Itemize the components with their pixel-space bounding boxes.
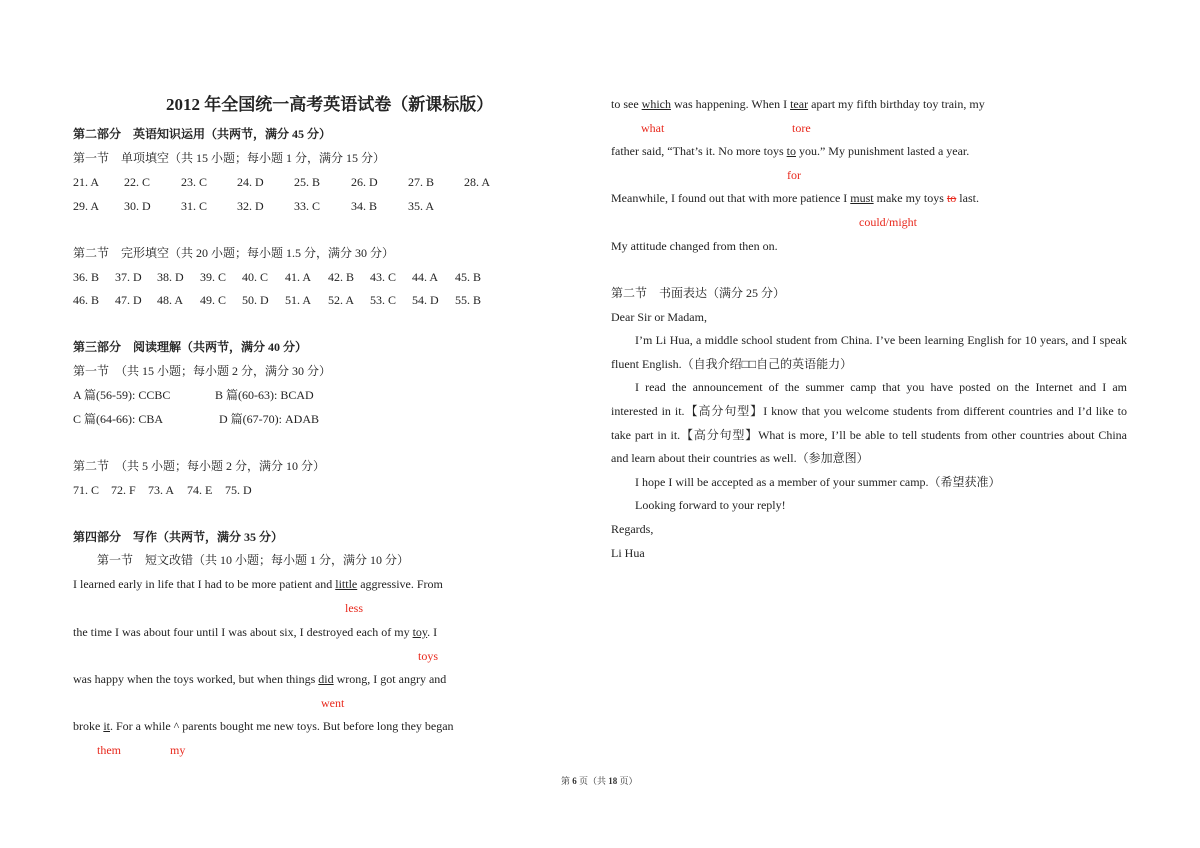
correction-line-8: My attitude changed from then on. [611, 239, 778, 253]
error-word: little [335, 577, 358, 591]
correction-line-7 [611, 191, 979, 205]
correction-line-4 [73, 719, 454, 733]
reading-d-answers: D 篇(67-70): ADAB [219, 412, 319, 426]
answer-38: 38. D [157, 270, 184, 284]
page-title: 2012 年全国统一高考英语试卷（新课标版） [166, 95, 494, 114]
text-run: the time I was about four until I was about six, I destroyed each of my [73, 625, 413, 639]
reading-b-answers: B 篇(60-63): BCAD [215, 388, 314, 402]
answer-49: 49. C [200, 293, 227, 307]
answer-75: 75. D [225, 483, 252, 497]
correction-fix-3: went [321, 696, 345, 710]
correction-fix-5b: tore [792, 121, 811, 135]
answer-25: 25. B [294, 175, 321, 189]
answer-48: 48. A [157, 293, 184, 307]
letter-paragraph-3: I hope I will be accepted as a member of your summer camp.（希望获准） [635, 475, 1001, 489]
answer-37: 37. D [115, 270, 142, 284]
letter-signature: Li Hua [611, 546, 645, 560]
text-run: to see [611, 97, 642, 111]
text-run: wrong, I got angry and [333, 672, 447, 686]
answer-33: 33. C [294, 199, 321, 213]
answer-26: 26. D [351, 175, 378, 189]
part3-heading: 第三部分 阅读理解（共两节，满分 40 分） [73, 340, 308, 354]
correction-fix-2: toys [418, 649, 439, 663]
struck-word: to [946, 191, 957, 205]
letter-paragraph-2-line1: I read the announcement of the summer camp that you have posted on the Internet and I am [635, 380, 1127, 394]
answer-35: 35. A [408, 199, 435, 213]
correction-fix-6: for [787, 168, 801, 182]
answer-54: 54. D [412, 293, 439, 307]
error-word: which [641, 97, 671, 111]
error-word: toy [412, 625, 428, 639]
correction-line-1 [73, 577, 443, 591]
correction-line-2 [73, 625, 437, 639]
answer-27: 27. B [408, 175, 435, 189]
letter-paragraph-2-line3: take part in it.【高分句型】What is more, I’ll be able to tell students from other countries about China [611, 428, 1127, 442]
part3-section2-heading: 第二节 （共 5 小题；每小题 2 分，满分 10 分） [73, 459, 326, 473]
error-word: to [786, 144, 796, 158]
answer-30: 30. D [124, 199, 151, 213]
text-run: father said, “That’s it. No more toys [611, 144, 787, 158]
letter-paragraph-2-line4: and learn about their countries as well.（参加意图） [611, 451, 869, 465]
part4-section1-heading: 第一节 短文改错（共 10 小题；每小题 1 分，满分 10 分） [97, 553, 410, 567]
answer-47: 47. D [115, 293, 142, 307]
page-footer [561, 774, 638, 788]
footer-text: 页） [617, 776, 638, 786]
text-run: apart my fifth birthday toy train, my [808, 97, 985, 111]
letter-paragraph-1-cont: fluent English.（自我介绍□□自己的英语能力） [611, 357, 853, 371]
letter-paragraph-2-line2: interested in it.【高分句型】I know that you welcome students from different countries and I’d like to [611, 404, 1127, 418]
answer-22: 22. C [124, 175, 151, 189]
section1-heading: 第一节 单项填空（共 15 小题；每小题 1 分，满分 15 分） [73, 151, 386, 165]
answer-34: 34. B [351, 199, 378, 213]
answer-42: 42. B [328, 270, 355, 284]
letter-paragraph-4: Looking forward to your reply! [635, 498, 786, 512]
correction-fix-4a: them [97, 743, 121, 757]
correction-fix-1: less [345, 601, 363, 615]
letter-paragraph-1: I’m Li Hua, a middle school student from China. I’ve been learning English for 10 years, and I speak [635, 333, 1127, 347]
section2-heading: 第二节 完形填空（共 20 小题；每小题 1.5 分，满分 30 分） [73, 246, 395, 260]
answer-36: 36. B [73, 270, 100, 284]
reading-a-answers: A 篇(56-59): CCBC [73, 388, 171, 402]
answer-29: 29. A [73, 199, 100, 213]
text-run: was happening. When I [670, 97, 791, 111]
answer-51: 51. A [285, 293, 312, 307]
correction-fix-7: could/might [859, 215, 917, 229]
answer-46: 46. B [73, 293, 100, 307]
answer-74: 74. E [187, 483, 213, 497]
reading-c-answers: C 篇(64-66): CBA [73, 412, 164, 426]
text-run: Meanwhile, I found out that with more patience I [611, 191, 851, 205]
answer-73: 73. A [148, 483, 175, 497]
answer-53: 53. C [370, 293, 397, 307]
text-run: you.” My punishment lasted a year. [795, 144, 970, 158]
text-run: . I [427, 625, 438, 639]
letter-closing: Regards, [611, 522, 654, 536]
answer-21: 21. A [73, 175, 100, 189]
answer-44: 44. A [412, 270, 439, 284]
footer-text: 第 [561, 776, 573, 786]
correction-line-3 [73, 672, 446, 686]
answer-40: 40. C [242, 270, 269, 284]
text-run: last. [956, 191, 979, 205]
letter-salutation: Dear Sir or Madam, [611, 310, 707, 324]
text-run: make my toys [873, 191, 947, 205]
error-word: did [318, 672, 334, 686]
text-run: was happy when the toys worked, but when things [73, 672, 319, 686]
answer-41: 41. A [285, 270, 312, 284]
part3-section1-heading: 第一节 （共 15 小题；每小题 2 分，满分 30 分） [73, 364, 332, 378]
error-word: must [850, 191, 874, 205]
footer-text: 页（共 [576, 776, 609, 786]
correction-fix-5a: what [641, 121, 665, 135]
answer-28: 28. A [464, 175, 491, 189]
answer-72: 72. F [111, 483, 136, 497]
text-run: I learned early in life that I had to be more patient and [73, 577, 336, 591]
answer-39: 39. C [200, 270, 227, 284]
answer-32: 32. D [237, 199, 264, 213]
answer-55: 55. B [455, 293, 482, 307]
answer-52: 52. A [328, 293, 355, 307]
total-pages: 18 [608, 776, 618, 786]
part2-heading: 第二部分 英语知识运用（共两节，满分 45 分） [73, 127, 332, 141]
answer-45: 45. B [455, 270, 482, 284]
answer-43: 43. C [370, 270, 397, 284]
error-word: tear [790, 97, 809, 111]
text-run: . For a while ^ parents bought me new toys. But before long they began [110, 719, 454, 733]
correction-line-6 [611, 144, 969, 158]
writing-section2-heading: 第二节 书面表达（满分 25 分） [611, 286, 786, 300]
correction-line-5 [611, 97, 985, 111]
answer-23: 23. C [181, 175, 208, 189]
text-run: broke [73, 719, 104, 733]
correction-fix-4b: my [170, 743, 186, 757]
page-number: 6 [572, 776, 577, 786]
error-word: it [103, 719, 110, 733]
part4-heading: 第四部分 写作（共两节，满分 35 分） [73, 530, 284, 544]
answer-71: 71. C [73, 483, 100, 497]
text-run: aggressive. From [357, 577, 443, 591]
answer-24: 24. D [237, 175, 264, 189]
answer-31: 31. C [181, 199, 208, 213]
answer-50: 50. D [242, 293, 269, 307]
